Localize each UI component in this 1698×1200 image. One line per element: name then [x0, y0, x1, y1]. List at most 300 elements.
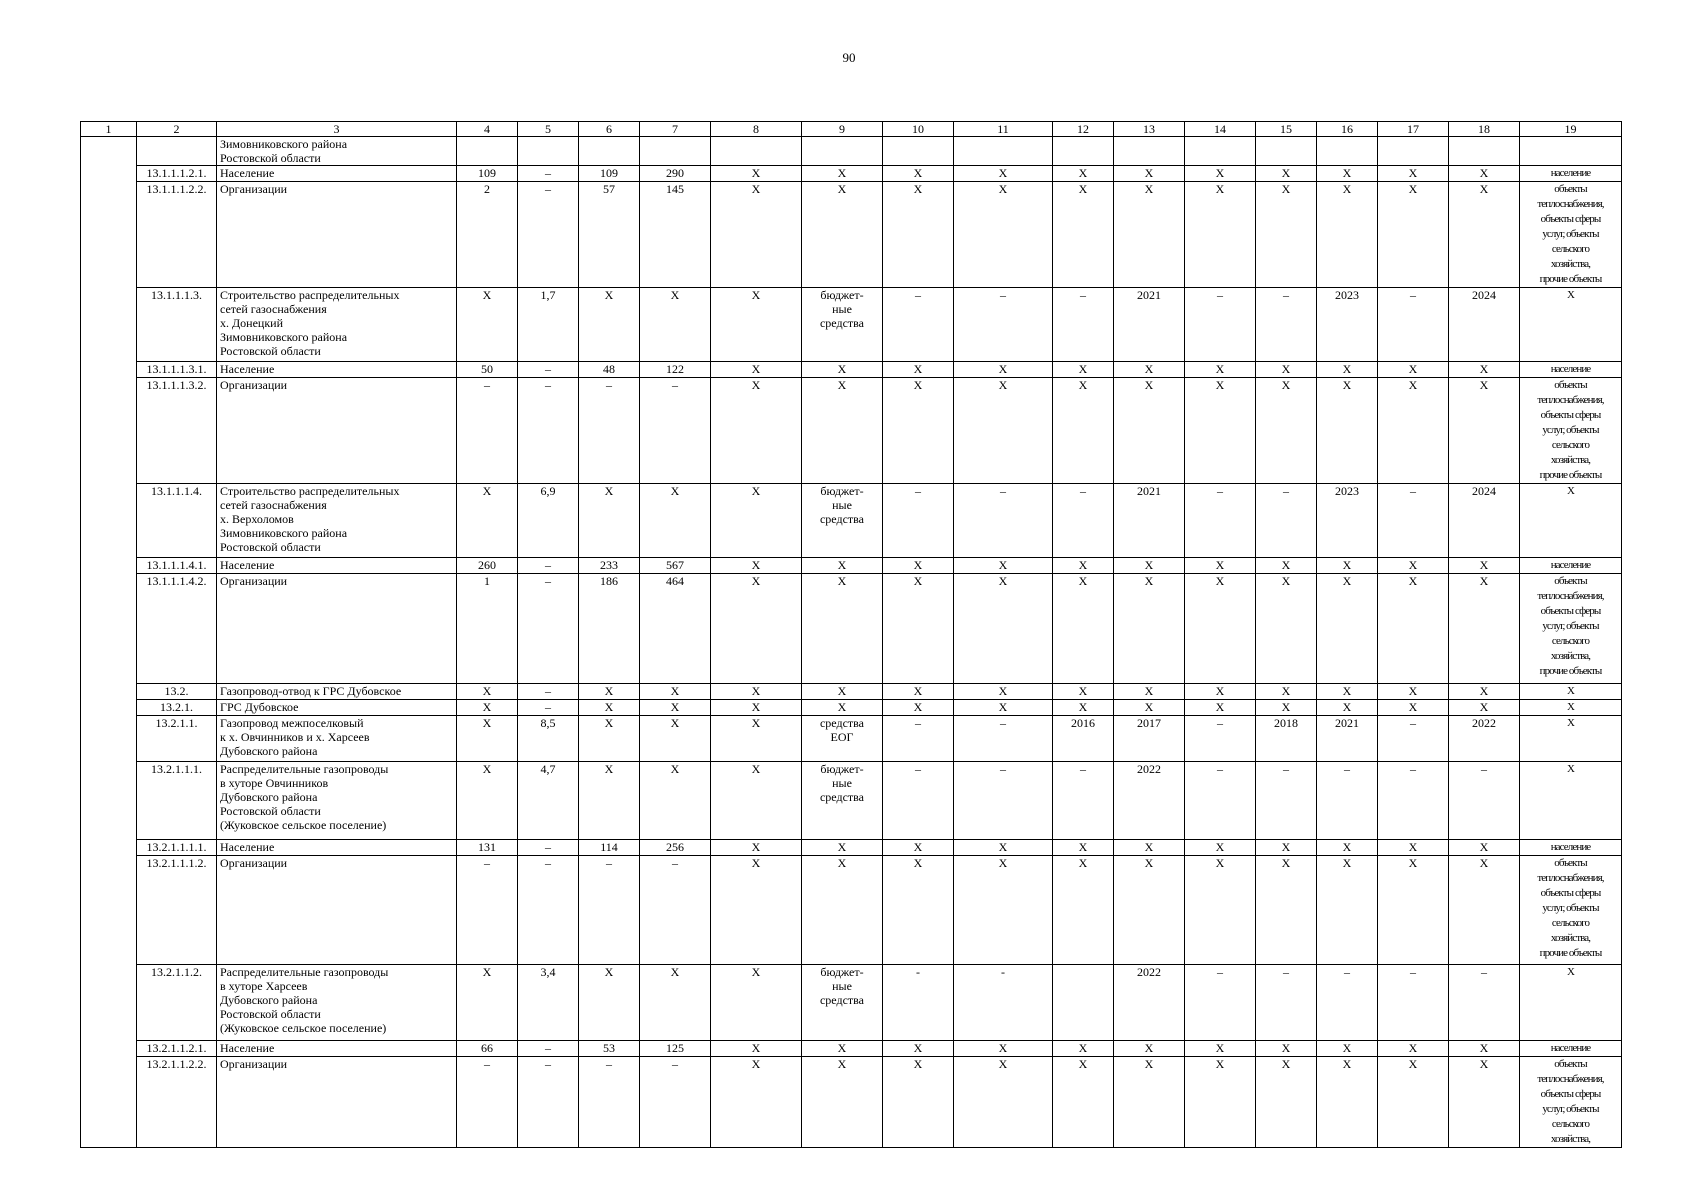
value-cell: Х — [1053, 166, 1114, 182]
value-cell: – — [1378, 288, 1449, 362]
value-cell: Х — [954, 1057, 1053, 1148]
value-cell: Х — [711, 484, 802, 558]
value-cell — [1317, 137, 1378, 166]
value-cell: Х — [711, 574, 802, 684]
value-cell: Х — [1053, 856, 1114, 965]
table-body — [81, 122, 1622, 1148]
value-cell — [802, 137, 883, 166]
row-title-cell: Население — [217, 840, 457, 856]
value-cell: Х — [883, 166, 954, 182]
value-cell: Х — [954, 574, 1053, 684]
value-cell: 131 — [457, 840, 518, 856]
value-cell: Х — [1053, 700, 1114, 716]
value-cell: Х — [1053, 840, 1114, 856]
notes-cell: население — [1520, 558, 1622, 574]
value-cell: Х — [1317, 182, 1378, 288]
value-cell: – — [1449, 762, 1520, 840]
row-title-cell: Организации — [217, 856, 457, 965]
value-cell: Х — [1114, 362, 1185, 378]
value-cell: – — [954, 288, 1053, 362]
notes-cell — [1520, 137, 1622, 166]
notes-cell: Х — [1520, 684, 1622, 700]
value-cell: Х — [579, 716, 640, 762]
value-cell: Х — [1449, 362, 1520, 378]
value-cell: – — [1317, 965, 1378, 1041]
value-cell: Х — [711, 840, 802, 856]
row-title-cell: Организации — [217, 378, 457, 484]
value-cell: Х — [1256, 1057, 1317, 1148]
value-cell: Х — [1053, 558, 1114, 574]
notes-cell: Х — [1520, 700, 1622, 716]
value-cell: Х — [457, 484, 518, 558]
value-cell: – — [457, 1057, 518, 1148]
value-cell: – — [1317, 762, 1378, 840]
row-number-cell: 13.1.1.1.4. — [137, 484, 217, 558]
value-cell: Х — [1256, 856, 1317, 965]
value-cell: – — [1256, 484, 1317, 558]
row-number-cell — [137, 137, 217, 166]
value-cell: Х — [1114, 700, 1185, 716]
row-number-cell: 13.2.1.1.1.2. — [137, 856, 217, 965]
row-title-cell: Распределительные газопроводы в хуторе Овчинников Дубовского района Ростовской области (Жуковское сельское поселение) — [217, 762, 457, 840]
value-cell: 50 — [457, 362, 518, 378]
value-cell: 2022 — [1449, 716, 1520, 762]
value-cell: Х — [579, 288, 640, 362]
value-cell: Х — [1114, 840, 1185, 856]
value-cell: 109 — [457, 166, 518, 182]
value-cell: Х — [1317, 856, 1378, 965]
row-title-cell: Организации — [217, 1057, 457, 1148]
notes-cell: объекты теплоснабжения, объекты сферы услуг, объекты сельского хозяйства, прочие объекты — [1520, 182, 1622, 288]
row-number-cell: 13.1.1.1.3.1. — [137, 362, 217, 378]
table-row — [81, 684, 1622, 700]
value-cell: Х — [1256, 166, 1317, 182]
value-cell: – — [640, 856, 711, 965]
value-cell: – — [883, 762, 954, 840]
row-number-cell: 13.2.1.1.2. — [137, 965, 217, 1041]
value-cell: Х — [1449, 840, 1520, 856]
value-cell: Х — [1114, 182, 1185, 288]
value-cell: Х — [1053, 1041, 1114, 1057]
value-cell: – — [1256, 288, 1317, 362]
header-cell: 1 — [81, 122, 137, 137]
value-cell: – — [518, 182, 579, 288]
value-cell: Х — [1114, 1041, 1185, 1057]
value-cell: средства ЕОГ — [802, 716, 883, 762]
value-cell: бюджет- ные средства — [802, 484, 883, 558]
value-cell: Х — [1185, 856, 1256, 965]
table-row — [81, 378, 1622, 484]
row-number-cell: 13.1.1.1.2.1. — [137, 166, 217, 182]
value-cell: Х — [1185, 1057, 1256, 1148]
value-cell: Х — [1053, 182, 1114, 288]
value-cell: Х — [640, 484, 711, 558]
value-cell: 2021 — [1317, 716, 1378, 762]
value-cell: – — [640, 378, 711, 484]
value-cell: Х — [457, 700, 518, 716]
value-cell: Х — [640, 684, 711, 700]
value-cell: – — [883, 484, 954, 558]
section-cell — [81, 558, 137, 574]
notes-cell: население — [1520, 362, 1622, 378]
table-row — [81, 166, 1622, 182]
value-cell: Х — [711, 558, 802, 574]
value-cell: 2021 — [1114, 288, 1185, 362]
value-cell: Х — [1256, 1041, 1317, 1057]
value-cell: – — [954, 716, 1053, 762]
table-row — [81, 484, 1622, 558]
value-cell: 2023 — [1317, 288, 1378, 362]
section-cell — [81, 574, 137, 684]
value-cell: – — [518, 856, 579, 965]
row-number-cell: 13.2.1.1.1. — [137, 762, 217, 840]
value-cell: Х — [1053, 684, 1114, 700]
value-cell: Х — [1185, 166, 1256, 182]
header-cell: 14 — [1185, 122, 1256, 137]
value-cell: Х — [1317, 840, 1378, 856]
value-cell: – — [1378, 762, 1449, 840]
section-cell — [81, 716, 137, 762]
value-cell: Х — [883, 574, 954, 684]
value-cell: – — [1185, 965, 1256, 1041]
table-row — [81, 558, 1622, 574]
value-cell: Х — [1449, 856, 1520, 965]
value-cell: Х — [711, 378, 802, 484]
value-cell: Х — [1185, 182, 1256, 288]
header-cell: 5 — [518, 122, 579, 137]
table-row — [81, 288, 1622, 362]
value-cell: Х — [1185, 700, 1256, 716]
value-cell: Х — [1114, 558, 1185, 574]
value-cell: Х — [883, 558, 954, 574]
value-cell: Х — [802, 1041, 883, 1057]
value-cell: 2018 — [1256, 716, 1317, 762]
value-cell: Х — [1185, 558, 1256, 574]
value-cell: Х — [1256, 182, 1317, 288]
value-cell: Х — [1114, 1057, 1185, 1148]
value-cell: Х — [1317, 558, 1378, 574]
value-cell: 66 — [457, 1041, 518, 1057]
value-cell: Х — [1317, 574, 1378, 684]
value-cell: Х — [954, 558, 1053, 574]
row-title-cell: Газопровод-отвод к ГРС Дубовское — [217, 684, 457, 700]
row-number-cell: 13.2.1.1.2.2. — [137, 1057, 217, 1148]
header-cell: 7 — [640, 122, 711, 137]
row-number-cell: 13.2.1.1.1.1. — [137, 840, 217, 856]
table-row — [81, 574, 1622, 684]
value-cell: Х — [640, 700, 711, 716]
value-cell: Х — [1256, 378, 1317, 484]
value-cell: – — [1185, 288, 1256, 362]
value-cell: – — [1053, 762, 1114, 840]
notes-cell: Х — [1520, 288, 1622, 362]
value-cell: Х — [954, 700, 1053, 716]
value-cell: – — [518, 166, 579, 182]
row-number-cell: 13.1.1.1.4.2. — [137, 574, 217, 684]
header-cell: 8 — [711, 122, 802, 137]
value-cell: 2 — [457, 182, 518, 288]
value-cell: Х — [883, 362, 954, 378]
table-row — [81, 1057, 1622, 1148]
value-cell — [457, 137, 518, 166]
value-cell: Х — [711, 965, 802, 1041]
value-cell: – — [518, 1041, 579, 1057]
header-cell: 11 — [954, 122, 1053, 137]
table-row — [81, 716, 1622, 762]
value-cell: Х — [1378, 166, 1449, 182]
section-cell — [81, 762, 137, 840]
value-cell: Х — [711, 856, 802, 965]
value-cell: Х — [1185, 840, 1256, 856]
value-cell: 145 — [640, 182, 711, 288]
value-cell: 6,9 — [518, 484, 579, 558]
value-cell: Х — [579, 700, 640, 716]
header-cell: 16 — [1317, 122, 1378, 137]
value-cell: 109 — [579, 166, 640, 182]
value-cell: 186 — [579, 574, 640, 684]
value-cell: 48 — [579, 362, 640, 378]
value-cell: Х — [954, 378, 1053, 484]
value-cell: Х — [711, 362, 802, 378]
value-cell: 233 — [579, 558, 640, 574]
row-title-cell: Население — [217, 362, 457, 378]
value-cell: Х — [883, 856, 954, 965]
value-cell: Х — [1317, 700, 1378, 716]
value-cell — [640, 137, 711, 166]
notes-cell: население — [1520, 1041, 1622, 1057]
data-table — [80, 121, 1622, 1148]
value-cell: Х — [1114, 684, 1185, 700]
table-row — [81, 700, 1622, 716]
value-cell: Х — [1317, 378, 1378, 484]
value-cell: Х — [1114, 378, 1185, 484]
section-cell — [81, 840, 137, 856]
value-cell: Х — [1053, 1057, 1114, 1148]
value-cell: Х — [802, 574, 883, 684]
value-cell: – — [518, 378, 579, 484]
section-cell — [81, 362, 137, 378]
value-cell: 4,7 — [518, 762, 579, 840]
value-cell: Х — [1256, 700, 1317, 716]
value-cell: – — [1378, 484, 1449, 558]
value-cell: Х — [1449, 558, 1520, 574]
value-cell: Х — [954, 362, 1053, 378]
value-cell: Х — [883, 684, 954, 700]
value-cell: Х — [640, 288, 711, 362]
row-number-cell: 13.1.1.1.3. — [137, 288, 217, 362]
value-cell: 125 — [640, 1041, 711, 1057]
value-cell: Х — [954, 684, 1053, 700]
value-cell: 53 — [579, 1041, 640, 1057]
notes-cell: Х — [1520, 716, 1622, 762]
value-cell: Х — [1449, 166, 1520, 182]
value-cell: Х — [1185, 1041, 1256, 1057]
value-cell: Х — [1256, 574, 1317, 684]
section-cell — [81, 700, 137, 716]
section-cell — [81, 378, 137, 484]
value-cell: Х — [802, 166, 883, 182]
value-cell: – — [1053, 288, 1114, 362]
value-cell: 2022 — [1114, 762, 1185, 840]
row-number-cell: 13.2. — [137, 684, 217, 700]
row-number-cell: 13.2.1. — [137, 700, 217, 716]
value-cell: Х — [1378, 856, 1449, 965]
row-title-cell: Газопровод межпоселковый к х. Овчинников и х. Харсеев Дубовского района — [217, 716, 457, 762]
table-row — [81, 965, 1622, 1041]
section-cell — [81, 1041, 137, 1057]
value-cell: Х — [1378, 362, 1449, 378]
section-cell — [81, 137, 137, 166]
value-cell: Х — [883, 1041, 954, 1057]
value-cell: Х — [1449, 182, 1520, 288]
value-cell: – — [579, 378, 640, 484]
section-cell — [81, 1057, 137, 1148]
value-cell — [518, 137, 579, 166]
row-title-cell: Организации — [217, 182, 457, 288]
header-cell: 9 — [802, 122, 883, 137]
value-cell: Х — [1053, 362, 1114, 378]
value-cell: Х — [711, 716, 802, 762]
value-cell: 2021 — [1114, 484, 1185, 558]
value-cell: Х — [1378, 840, 1449, 856]
page-number: 90 — [842, 50, 856, 65]
value-cell: Х — [802, 840, 883, 856]
value-cell: Х — [640, 762, 711, 840]
value-cell: – — [1449, 965, 1520, 1041]
value-cell: – — [954, 484, 1053, 558]
value-cell — [1449, 137, 1520, 166]
value-cell: Х — [954, 182, 1053, 288]
value-cell: Х — [579, 965, 640, 1041]
notes-cell: объекты теплоснабжения, объекты сферы услуг, объекты сельского хозяйства, — [1520, 1057, 1622, 1148]
value-cell: Х — [1378, 684, 1449, 700]
value-cell: – — [954, 762, 1053, 840]
value-cell: – — [518, 684, 579, 700]
value-cell: – — [518, 1057, 579, 1148]
value-cell: Х — [1449, 1057, 1520, 1148]
row-title-cell: Зимовниковского района Ростовской области — [217, 137, 457, 166]
table-row — [81, 856, 1622, 965]
row-number-cell: 13.1.1.1.4.1. — [137, 558, 217, 574]
value-cell: Х — [802, 1057, 883, 1148]
section-cell — [81, 965, 137, 1041]
table-row — [81, 182, 1622, 288]
value-cell: Х — [1378, 1057, 1449, 1148]
header-cell: 6 — [579, 122, 640, 137]
notes-cell: население — [1520, 840, 1622, 856]
value-cell: Х — [802, 700, 883, 716]
value-cell: Х — [1449, 700, 1520, 716]
value-cell: - — [954, 965, 1053, 1041]
value-cell: Х — [883, 378, 954, 484]
value-cell — [883, 137, 954, 166]
value-cell: Х — [579, 484, 640, 558]
value-cell: Х — [1378, 182, 1449, 288]
value-cell: – — [1185, 762, 1256, 840]
value-cell: 2024 — [1449, 484, 1520, 558]
value-cell: 1,7 — [518, 288, 579, 362]
value-cell: Х — [1256, 840, 1317, 856]
header-cell: 4 — [457, 122, 518, 137]
value-cell: Х — [1317, 684, 1378, 700]
value-cell: Х — [802, 856, 883, 965]
value-cell: – — [1053, 484, 1114, 558]
value-cell — [579, 137, 640, 166]
value-cell: Х — [457, 716, 518, 762]
value-cell: Х — [954, 840, 1053, 856]
value-cell: Х — [711, 700, 802, 716]
value-cell: 2024 — [1449, 288, 1520, 362]
value-cell: Х — [711, 1057, 802, 1148]
value-cell: Х — [1378, 558, 1449, 574]
value-cell: Х — [1317, 166, 1378, 182]
value-cell: – — [883, 288, 954, 362]
value-cell: Х — [711, 1041, 802, 1057]
row-title-cell: Строительство распределительных сетей газоснабжения х. Донецкий Зимовниковского района Ростовской области — [217, 288, 457, 362]
value-cell: Х — [1317, 1041, 1378, 1057]
notes-cell: Х — [1520, 965, 1622, 1041]
table-row — [81, 137, 1622, 166]
notes-cell: население — [1520, 166, 1622, 182]
value-cell: Х — [457, 288, 518, 362]
value-cell: – — [883, 716, 954, 762]
value-cell: Х — [1185, 574, 1256, 684]
value-cell: Х — [579, 762, 640, 840]
value-cell: Х — [1114, 574, 1185, 684]
notes-cell: объекты теплоснабжения, объекты сферы услуг, объекты сельского хозяйства, прочие объекты — [1520, 574, 1622, 684]
value-cell: бюджет- ные средства — [802, 288, 883, 362]
table-row — [81, 362, 1622, 378]
value-cell: Х — [1185, 362, 1256, 378]
value-cell: Х — [457, 762, 518, 840]
value-cell — [711, 137, 802, 166]
value-cell: Х — [802, 182, 883, 288]
value-cell: Х — [1053, 574, 1114, 684]
value-cell: бюджет- ные средства — [802, 965, 883, 1041]
row-title-cell: Население — [217, 166, 457, 182]
value-cell: – — [518, 362, 579, 378]
value-cell: 256 — [640, 840, 711, 856]
value-cell: Х — [457, 684, 518, 700]
value-cell: 122 — [640, 362, 711, 378]
row-title-cell: ГРС Дубовское — [217, 700, 457, 716]
value-cell: Х — [954, 856, 1053, 965]
section-cell — [81, 166, 137, 182]
section-cell — [81, 182, 137, 288]
value-cell: Х — [1378, 574, 1449, 684]
section-cell — [81, 288, 137, 362]
value-cell — [1256, 137, 1317, 166]
notes-cell: объекты теплоснабжения, объекты сферы услуг, объекты сельского хозяйства, прочие объекты — [1520, 856, 1622, 965]
value-cell — [1053, 137, 1114, 166]
value-cell: 290 — [640, 166, 711, 182]
value-cell: Х — [711, 166, 802, 182]
value-cell — [1185, 137, 1256, 166]
row-title-cell: Строительство распределительных сетей газоснабжения х. Верхоломов Зимовниковского района Ростовской области — [217, 484, 457, 558]
section-cell — [81, 856, 137, 965]
value-cell: Х — [1378, 1041, 1449, 1057]
value-cell: Х — [1449, 684, 1520, 700]
row-number-cell: 13.1.1.1.3.2. — [137, 378, 217, 484]
header-cell: 10 — [883, 122, 954, 137]
value-cell: – — [1378, 716, 1449, 762]
value-cell: – — [457, 856, 518, 965]
value-cell: Х — [1317, 1057, 1378, 1148]
value-cell: 114 — [579, 840, 640, 856]
header-cell: 3 — [217, 122, 457, 137]
value-cell: Х — [802, 378, 883, 484]
header-cell: 18 — [1449, 122, 1520, 137]
